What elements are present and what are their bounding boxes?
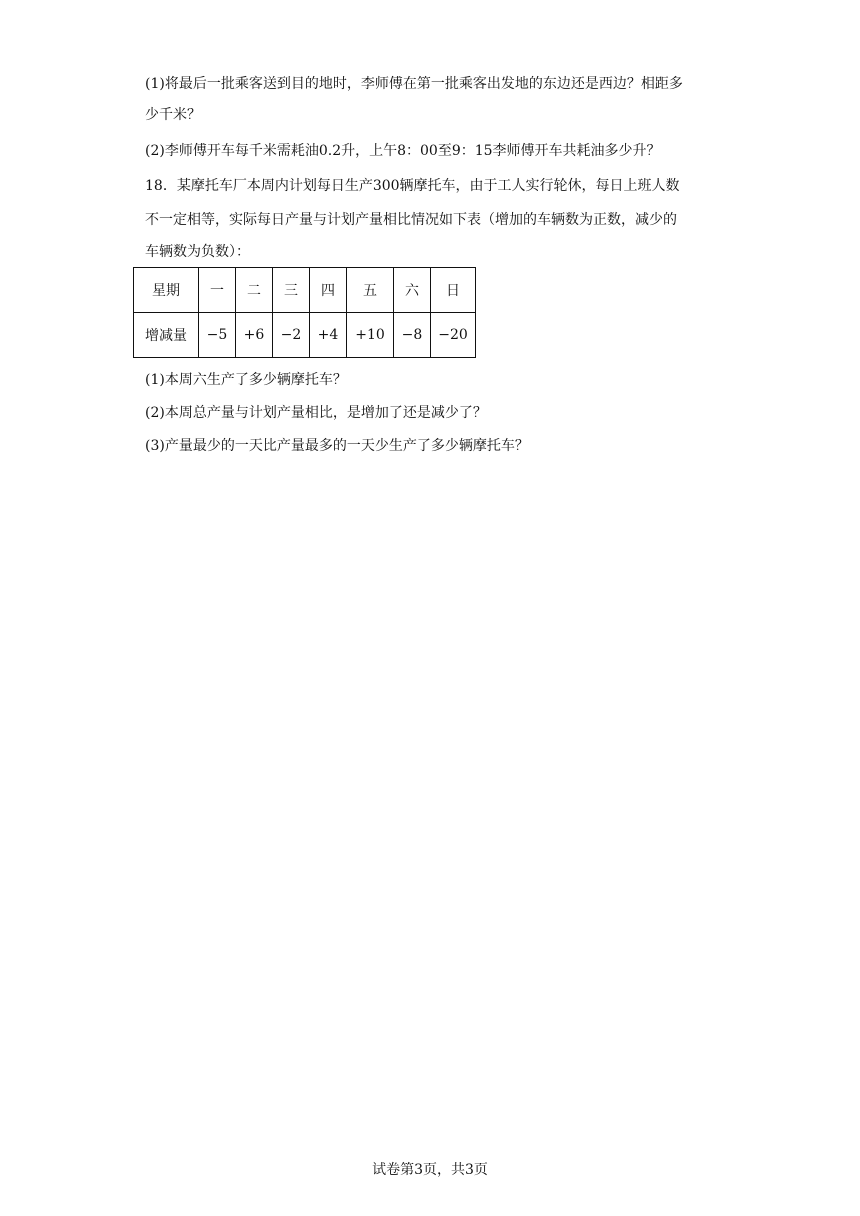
- table-cell-day: 一: [199, 268, 236, 313]
- table-cell-day: 六: [394, 268, 431, 313]
- problem-18-question-3: (3)产量最少的一天比产量最多的一天少生产了多少辆摩托车？: [145, 438, 529, 454]
- table-cell-change: −8: [394, 313, 431, 358]
- table-row-changes: [134, 313, 476, 358]
- row-header-change: 增减量: [134, 313, 199, 358]
- problem-18-question-1: (1)本周六生产了多少辆摩托车？: [145, 372, 347, 388]
- table-cell-day: 五: [347, 268, 394, 313]
- table-cell-change: +4: [310, 313, 347, 358]
- table-row-days: [134, 268, 476, 313]
- row-header-weekday: 星期: [134, 268, 199, 313]
- table-cell-day: 日: [431, 268, 476, 313]
- table-cell-day: 二: [236, 268, 273, 313]
- table-cell-change: +6: [236, 313, 273, 358]
- production-change-table: [133, 267, 476, 358]
- problem-18-intro: 18．某摩托车厂本周内计划每日生产300辆摩托车，由于工人实行轮休，每日上班人数: [145, 178, 680, 194]
- question-1-text-cont: 少千米？: [145, 107, 201, 123]
- table-cell-day: 四: [310, 268, 347, 313]
- problem-18-intro-cont: 不一定相等，实际每日产量与计划产量相比情况如下表（增加的车辆数为正数，减少的: [145, 212, 677, 228]
- table-cell-change: +10: [347, 313, 394, 358]
- question-1-text: (1)将最后一批乘客送到目的地时，李师傅在第一批乘客出发地的东边还是西边？相距多: [145, 76, 683, 92]
- problem-18-intro-end: 车辆数为负数）：: [145, 244, 250, 260]
- problem-18-question-2: (2)本周总产量与计划产量相比，是增加了还是减少了？: [145, 405, 487, 421]
- question-2-text: (2)李师傅开车每千米需耗油0.2升，上午8：00至9：15李师傅开车共耗油多少升？: [145, 143, 661, 159]
- table-cell-change: −20: [431, 313, 476, 358]
- table-cell-change: −5: [199, 313, 236, 358]
- table-cell-day: 三: [273, 268, 310, 313]
- page-footer: 试卷第3页，共3页: [372, 1162, 488, 1178]
- table-cell-change: −2: [273, 313, 310, 358]
